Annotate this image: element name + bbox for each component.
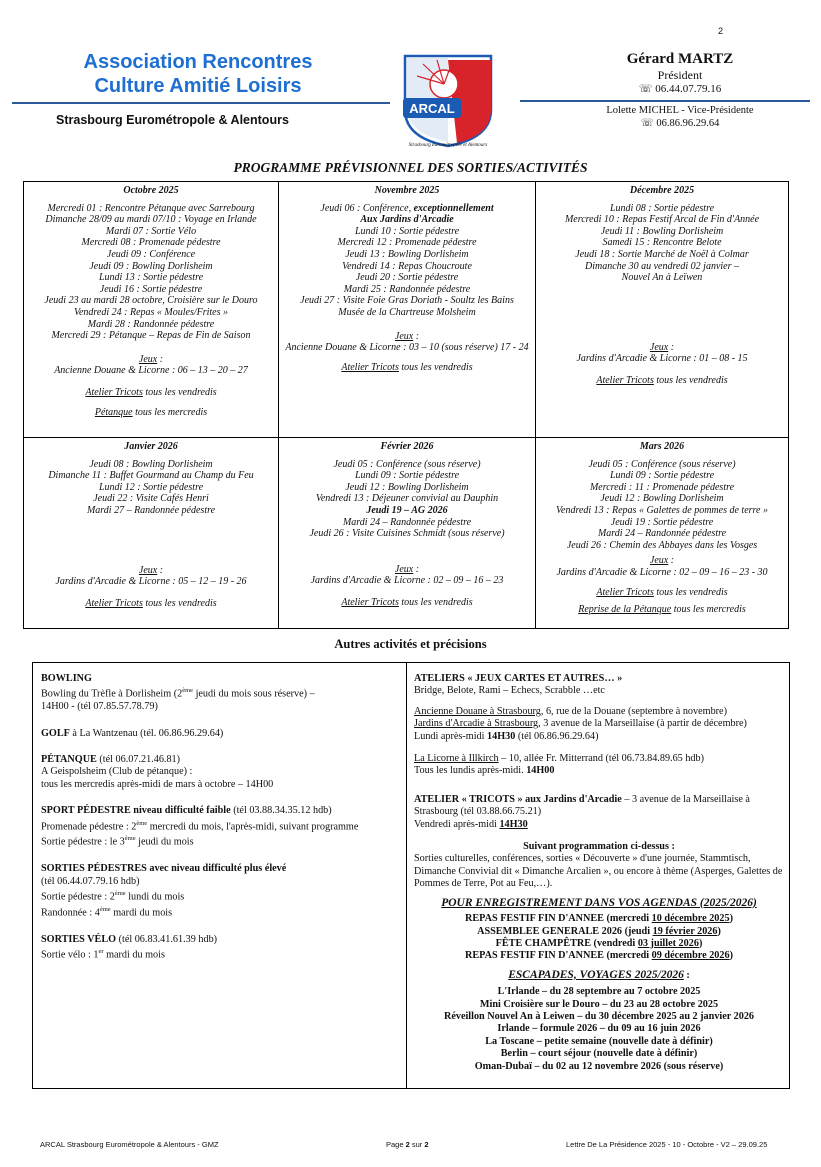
golf-heading: GOLF: [41, 727, 70, 739]
jeux-dates: Jardins d'Arcadie & Licorne : 01 – 08 - 15: [576, 353, 748, 365]
organization-title: [58, 50, 338, 98]
tricots-heading: ATELIER « TRICOTS » aux Jardins d'Arcadie: [414, 793, 622, 805]
ateliers-heading: ATELIERS « JEUX CARTES ET AUTRES… »: [414, 673, 623, 684]
list-item: Mercredi 29 : Pétanque – Repas de Fin de Saison: [51, 330, 251, 342]
atelier-label: Atelier Tricots: [596, 374, 654, 386]
footer-page: Page 2 sur 2: [386, 1140, 429, 1149]
list-item: Jeudi 05 : Conférence (sous réserve): [333, 458, 481, 470]
list-item: Lundi 12 : Sortie pédestre: [98, 481, 204, 493]
footer-right: Lettre De La Présidence 2025 - 10 - Octobre - V2 – 29.09.25: [566, 1140, 768, 1149]
list-item: Jeudi 06 : Conférence,: [320, 202, 414, 214]
organization-subtitle: Strasbourg Eurométropole & Alentours: [56, 113, 289, 127]
month-title: Décembre 2025: [629, 185, 695, 196]
list-item: Vendredi 24 : Repas « Moules/Frites »: [73, 306, 229, 318]
president-phone: 06.44.07.79.16: [655, 83, 722, 95]
venue-douane: Ancienne Douane à Strasbourg: [414, 705, 541, 717]
list-item: Mercredi 08 : Promenade pédestre: [81, 237, 221, 249]
atelier-text: tous les vendredis: [145, 386, 217, 398]
list-item: Jeudi 16 : Sortie pédestre: [99, 283, 203, 295]
telephone-icon: ☏: [638, 83, 656, 95]
exceptional-note: exceptionnellement: [413, 202, 494, 214]
list-item: Irlande – formule 2026 – du 09 au 16 juin 2026: [497, 1023, 701, 1035]
footer-left: ARCAL Strasbourg Eurométropole & Alentours - GMZ: [40, 1140, 219, 1149]
org-title-line-2: Culture Amitié Loisirs: [94, 75, 302, 97]
month-title: Janvier 2026: [124, 441, 178, 452]
list-item: Mardi 24 – Randonnée pédestre: [342, 516, 472, 528]
atelier-text: tous les vendredis: [401, 361, 473, 373]
venue-licorne: La Licorne à Illkirch: [414, 753, 499, 765]
list-item: Mercredi 12 : Promenade pédestre: [337, 237, 477, 249]
month-title: Février 2026: [380, 441, 434, 452]
header-rule-right: [520, 100, 810, 102]
programme-title: PROGRAMME PRÉVISIONNEL DES SORTIES/ACTIVITÉS: [233, 160, 588, 175]
list-item: Jeudi 12 : Bowling Dorlisheim: [600, 493, 724, 505]
logo-text: ARCAL: [409, 101, 455, 116]
suivant-heading: Suivant programmation ci-dessus :: [523, 841, 675, 853]
list-item: Mardi 07 : Sortie Vélo: [105, 225, 197, 237]
jeux-label: Jeux: [649, 555, 669, 567]
list-item: Mini Croisière sur le Douro – du 23 au 28 octobre 2025: [479, 998, 719, 1010]
bowling-heading: BOWLING: [41, 673, 92, 684]
month-cell-november: Novembre 2025 Jeudi 06 : Conférence, exceptionnellement Aux Jardins d'Arcadie Lundi 10 : Sortie pédestre Mercredi 12 : Promenade pédestre Jeudi 13 : Bowling Dorlisheim Vendredi 14 : Repas Choucroute Jeudi 20 : Sortie pédestre Mardi 25 : Randonnée pédestre Jeudi 27 : Visite Foie Gras Doriath - Soultz les Bains Musée de la Chartreuse Molsheim Jeux : Ancienne Douane & Licorne : 03 – 10 (sous réserve) 17 - 24 Atelier Tricots tous les vendredis: [279, 182, 535, 373]
programme-grid: [23, 181, 789, 629]
list-item: Jeudi 18 : Sortie Marché de Noël à Colmar: [575, 248, 749, 260]
jeux-dates: Jardins d'Arcadie & Licorne : 02 – 09 – 16 – 23 - 30: [556, 566, 768, 578]
atelier-text: tous les vendredis: [145, 597, 217, 609]
list-item: Vendredi 14 : Repas Choucroute: [342, 260, 472, 272]
list-item: Jeudi 05 : Conférence (sous réserve): [588, 458, 736, 470]
month-title: Novembre 2025: [374, 185, 440, 196]
month-title: Mars 2026: [639, 441, 685, 452]
activities-left-column: BOWLING Bowling du Trèfle à Dorlisheim (2ème jeudi du mois sous réserve) – 14H00 - (tél 07.85.57.78.79) GOLF à La Wantzenau (tél. 06.86.96.29.64) PÉTANQUE (tél 06.07.21.46.81) A Geispolsheim (Club de pétanque) : tous les mercredis après-midi de mars à octobre – 14H00 SPORT PÉDESTRE niveau difficulté faible (tél 03.88.34.35.12 hdb) Promenade pédestre : 2ème mercredi du mois, l'après-midi, suivant programme Sortie pédestre : le 3ème jeudi du mois SORTIES PÉDESTRES avec niveau difficulté plus élevé (tél 06.44.07.79.16 hdb) Sortie pédestre : 2ème lundi du mois Randonnée : 4ème mardi du mois SORTIES VÉLO (tél 06.83.41.61.39 hdb) Sortie vélo : 1er mardi du mois: [41, 673, 401, 962]
jeux-label: Jeux: [649, 341, 669, 353]
list-item: Lundi 08 : Sortie pédestre: [609, 202, 715, 214]
header-rule-left: [12, 102, 390, 104]
list-item: Jeudi 20 : Sortie pédestre: [355, 272, 459, 284]
velo-heading: SORTIES VÉLO: [41, 933, 117, 945]
list-item: Jeudi 08 : Bowling Dorlisheim: [89, 458, 213, 470]
list-item: Jeudi 11 : Bowling Dorlisheim: [600, 225, 724, 237]
bowling-phone: 14H00 - (tél 07.85.57.78.79): [41, 701, 158, 713]
atelier-label: Atelier Tricots: [85, 597, 143, 609]
president-name: Gérard MARTZ: [626, 51, 734, 67]
list-item: Mercredi 10 : Repas Festif Arcal de Fin d'Année: [564, 214, 760, 226]
reprise-text: tous les mercredis: [673, 604, 746, 616]
month-title: Octobre 2025: [123, 185, 179, 196]
venue-jardins: Jardins d'Arcadie à Strasbourg: [414, 718, 539, 730]
list-item: Jeudi 09 : Conférence: [106, 248, 196, 260]
list-item: Réveillon Nouvel An à Leiwen – du 30 décembre 2025 au 2 janvier 2026: [443, 1010, 755, 1022]
list-item: La Toscane – petite semaine (nouvelle date à définir): [485, 1035, 713, 1047]
list-item: Nouvel An à Leïwen: [621, 272, 703, 284]
month-cell-october: Octobre 2025 Mercredi 01 : Rencontre Pétanque avec Sarrebourg Dimanche 28/09 au mardi 07/10 : Voyage en Irlande Mardi 07 : Sortie Vélo Mercredi 08 : Promenade pédestre Jeudi 09 : Conférence Jeudi 09 : Bowling Dorlisheim Lundi 13 : Sortie pédestre Jeudi 16 : Sortie pédestre Jeudi 23 au mardi 28 octobre, Croisière sur le Douro Vendredi 24 : Repas « Moules/Frites » Mardi 28 : Randonnée pédestre Mercredi 29 : Pétanque – Repas de Fin de Saison Jeux : Ancienne Douane & Licorne : 06 – 13 – 20 – 27 Atelier Tricots tous les vendredis Pétanque tous les mercredis: [24, 182, 278, 418]
jeux-dates: Jardins d'Arcadie & Licorne : 05 – 12 – 19 - 26: [55, 576, 247, 588]
list-item: Mardi 27 – Randonnée pédestre: [86, 504, 216, 516]
list-item: Mardi 24 – Randonnée pédestre: [597, 528, 727, 540]
agenda-events: REPAS FESTIF FIN D'ANNEE (mercredi 10 décembre 2025) ASSEMBLEE GENERALE 2026 (jeudi 19 février 2026) FÊTE CHAMPÊTRE (vendredi 03 juillet 2026) REPAS FESTIF FIN D'ANNEE (mercredi 09 décembre 2026): [465, 913, 733, 962]
atelier-label: Atelier Tricots: [341, 361, 399, 373]
list-item: Vendredi 13 : Repas « Galettes de pommes de terre »: [556, 504, 768, 516]
list-item: Lundi 09 : Sortie pédestre: [354, 470, 460, 482]
jeux-dates: Ancienne Douane & Licorne : 03 – 10 (sous réserve) 17 - 24: [285, 342, 529, 354]
list-item: Lundi 09 : Sortie pédestre: [609, 470, 715, 482]
org-title-line-1: Association Rencontres: [83, 51, 313, 73]
activities-box: [32, 662, 790, 1089]
list-item: Oman-Dubaï – du 02 au 12 novembre 2026 (sous réserve): [474, 1060, 724, 1072]
atelier-text: tous les vendredis: [656, 374, 728, 386]
logo-caption: Strasbourg Eurométropole et Alentours: [408, 143, 488, 148]
list-item: Jeudi 19 : Sortie pédestre: [610, 516, 714, 528]
atelier-text: tous les vendredis: [656, 586, 728, 598]
list-item: Musée de la Chartreuse Molsheim: [338, 306, 476, 318]
list-item: Jeudi 27 : Visite Foie Gras Doriath - Soultz les Bains: [300, 295, 514, 307]
jeux-label: Jeux: [394, 330, 414, 342]
list-item: Jeudi 23 au mardi 28 octobre, Croisière sur le Douro: [44, 295, 258, 307]
list-item: Jeudi 19 – AG 2026: [366, 504, 448, 516]
vice-president-block: [560, 104, 800, 130]
sorties-heading: SORTIES PÉDESTRES avec niveau difficulté plus élevé: [41, 863, 287, 875]
suivant-text: Sorties culturelles, conférences, sorties « Découverte » d'une journée, Stammtisch, Dimanche Convivial dit « Dimanche Arcalien », ou encore à thème (Asperges, Galettes de Pommes de Terre, Pot au Feu,…).: [414, 853, 783, 890]
jeux-label: Jeux: [394, 563, 414, 575]
atelier-label: Atelier Tricots: [341, 596, 399, 608]
list-item: Mardi 28 : Randonnée pédestre: [87, 318, 215, 330]
month-cell-december: Décembre 2025 Lundi 08 : Sortie pédestre Mercredi 10 : Repas Festif Arcal de Fin d'Année Jeudi 11 : Bowling Dorlisheim Samedi 15 : Rencontre Belote Jeudi 18 : Sortie Marché de Noël à Colmar Dimanche 30 au vendredi 02 janvier – Nouvel An à Leïwen Jeux : Jardins d'Arcadie & Licorne : 01 – 08 - 15 Atelier Tricots tous les vendredis: [536, 182, 788, 387]
atelier-text: tous les vendredis: [401, 596, 473, 608]
activities-right-column: ATELIERS « JEUX CARTES ET AUTRES… » Bridge, Belote, Rami – Echecs, Scrabble …etc Ancienne Douane à Strasbourg, 6, rue de la Douane (septembre à novembre) Jardins d'Arcadie à Strasbourg, 3 avenue de la Marseillaise (à partir de décembre) Lundi après-midi 14H30 (tél 06.86.96.29.64) La Licorne à Illkirch – 10, allée Fr. Mitterrand (tél 06.73.84.89.65 hdb) Tous les lundis après-midi. 14H00 ATELIER « TRICOTS » aux Jardins d'Arcadie – 3 avenue de la Marseillaise à Strasbourg (tél 03.88.66.75.21) Vendredi après-midi 14H30 Suivant programmation ci-dessus : Sorties culturelles, conférences, sorties « Découverte » d'une journée, Stammtisch, Dimanche Convivial dit « Dimanche Arcalien », ou encore à thème (Asperges, Galettes de Pommes de Terre, Pot au Feu,…). POUR ENREGISTREMENT DANS VOS AGENDAS (2025/2026) REPAS FESTIF FIN D'ANNEE (mercredi 10 décembre 2025) ASSEMBLEE GENERALE 2026 (jeudi 19 février 2026) FÊTE CHAMPÊTRE (vendredi 03 juillet 2026) REPAS FESTIF FIN D'ANNEE (mercredi 09 décembre 2026) ESCAPADES, VOYAGES 2025/2026 : L'Irlande – du 28 septembre au 7 octobre 2025 Mini Croisière sur le Douro – du 23 au 28 octobre 2025 Réveillon Nouvel An à Leiwen – du 30 décembre 2025 au 2 janvier 2026 Irlande – formule 2026 – du 09 au 16 juin 2026 La Toscane – petite semaine (nouvelle date à définir) Berlin – court séjour (nouvelle date à définir) Oman-Dubaï – du 02 au 12 novembre 2026 (sous réserve): [414, 673, 783, 1072]
list-item: Jeudi 22 : Visite Cafés Henri: [93, 493, 209, 505]
jeux-label: Jeux: [138, 353, 158, 365]
telephone-icon: ☏: [640, 118, 657, 129]
list-item: Jeudi 09 : Bowling Dorlisheim: [89, 260, 213, 272]
vice-president-phone: 06.86.96.29.64: [656, 118, 720, 129]
list-item: L'Irlande – du 28 septembre au 7 octobre 2025: [497, 986, 701, 998]
list-item: Jeudi 26 : Visite Cuisines Schmidt (sous réserve): [309, 528, 505, 540]
jeux-label: Jeux: [138, 564, 158, 576]
list-item: Mercredi 01 : Rencontre Pétanque avec Sarrebourg: [47, 202, 255, 214]
list-item: Berlin – court séjour (nouvelle date à définir): [500, 1048, 698, 1060]
jeux-dates: Ancienne Douane & Licorne : 06 – 13 – 20 – 27: [54, 365, 248, 377]
agenda-heading: POUR ENREGISTREMENT DANS VOS AGENDAS (2025/2026): [441, 896, 757, 909]
list-item: Dimanche 30 au vendredi 02 janvier –: [584, 260, 740, 272]
list-item: Mardi 25 : Randonnée pédestre: [343, 283, 471, 295]
petanque-label: Pétanque: [94, 406, 133, 418]
list-item: Jeudi 12 : Bowling Dorlisheim: [345, 481, 469, 493]
trips-list: [414, 986, 784, 1073]
month-cell-march: Mars 2026 Jeudi 05 : Conférence (sous réserve) Lundi 09 : Sortie pédestre Mercredi : 11 : Promenade pédestre Jeudi 12 : Bowling Dorlisheim Vendredi 13 : Repas « Galettes de pommes de terre » Jeudi 19 : Sortie pédestre Mardi 24 – Randonnée pédestre Jeudi 26 : Chemin des Abbayes dans les Vosges Jeux : Jardins d'Arcadie & Licorne : 02 – 09 – 16 – 23 - 30 Atelier Tricots tous les vendredis Reprise de la Pétanque tous les mercredis: [536, 438, 788, 616]
escapades-heading: ESCAPADES, VOYAGES 2025/2026: [508, 968, 684, 981]
sport-heading: SPORT PÉDESTRE niveau difficulté faible: [41, 805, 231, 817]
list-item: Vendredi 13 : Déjeuner convivial au Dauphin: [315, 493, 499, 505]
page-number: 2: [718, 26, 724, 36]
atelier-label: Atelier Tricots: [85, 386, 143, 398]
month-cell-january: Janvier 2026 Jeudi 08 : Bowling Dorlisheim Dimanche 11 : Buffet Gourmand au Champ du Feu Lundi 12 : Sortie pédestre Jeudi 22 : Visite Cafés Henri Mardi 27 – Randonnée pédestre Jeux : Jardins d'Arcadie & Licorne : 05 – 12 – 19 - 26 Atelier Tricots tous les vendredis: [24, 438, 278, 609]
list-item: Samedi 15 : Rencontre Belote: [602, 237, 722, 249]
list-item: Jeudi 26 : Chemin des Abbayes dans les Vosges: [566, 539, 758, 551]
petanque-text: tous les mercredis: [135, 406, 208, 418]
arcal-logo: [397, 50, 499, 156]
reprise-label: Reprise de la Pétanque: [578, 604, 672, 616]
petanque-heading: PÉTANQUE: [41, 754, 97, 766]
atelier-label: Atelier Tricots: [596, 586, 654, 598]
list-item: Lundi 13 : Sortie pédestre: [98, 272, 204, 284]
list-item: Lundi 10 : Sortie pédestre: [354, 225, 460, 237]
list-item: Dimanche 28/09 au mardi 07/10 : Voyage en Irlande: [45, 214, 257, 226]
list-item: Mercredi : 11 : Promenade pédestre: [589, 481, 735, 493]
list-item: Dimanche 11 : Buffet Gourmand au Champ du Feu: [48, 470, 254, 482]
list-item: Aux Jardins d'Arcadie: [360, 214, 454, 226]
month-cell-february: Février 2026 Jeudi 05 : Conférence (sous réserve) Lundi 09 : Sortie pédestre Jeudi 12 : Bowling Dorlisheim Vendredi 13 : Déjeuner convivial au Dauphin Jeudi 19 – AG 2026 Mardi 24 – Randonnée pédestre Jeudi 26 : Visite Cuisines Schmidt (sous réserve) Jeux : Jardins d'Arcadie & Licorne : 02 – 09 – 16 – 23 Atelier Tricots tous les vendredis: [279, 438, 535, 609]
jeux-dates: Jardins d'Arcadie & Licorne : 02 – 09 – 16 – 23: [310, 575, 504, 587]
list-item: Jeudi 13 : Bowling Dorlisheim: [345, 248, 469, 260]
president-role: Président: [657, 68, 703, 82]
vice-president: Lolette MICHEL - Vice-Présidente: [606, 105, 754, 116]
autres-title: Autres activités et précisions: [334, 637, 487, 651]
president-block: [560, 50, 800, 96]
